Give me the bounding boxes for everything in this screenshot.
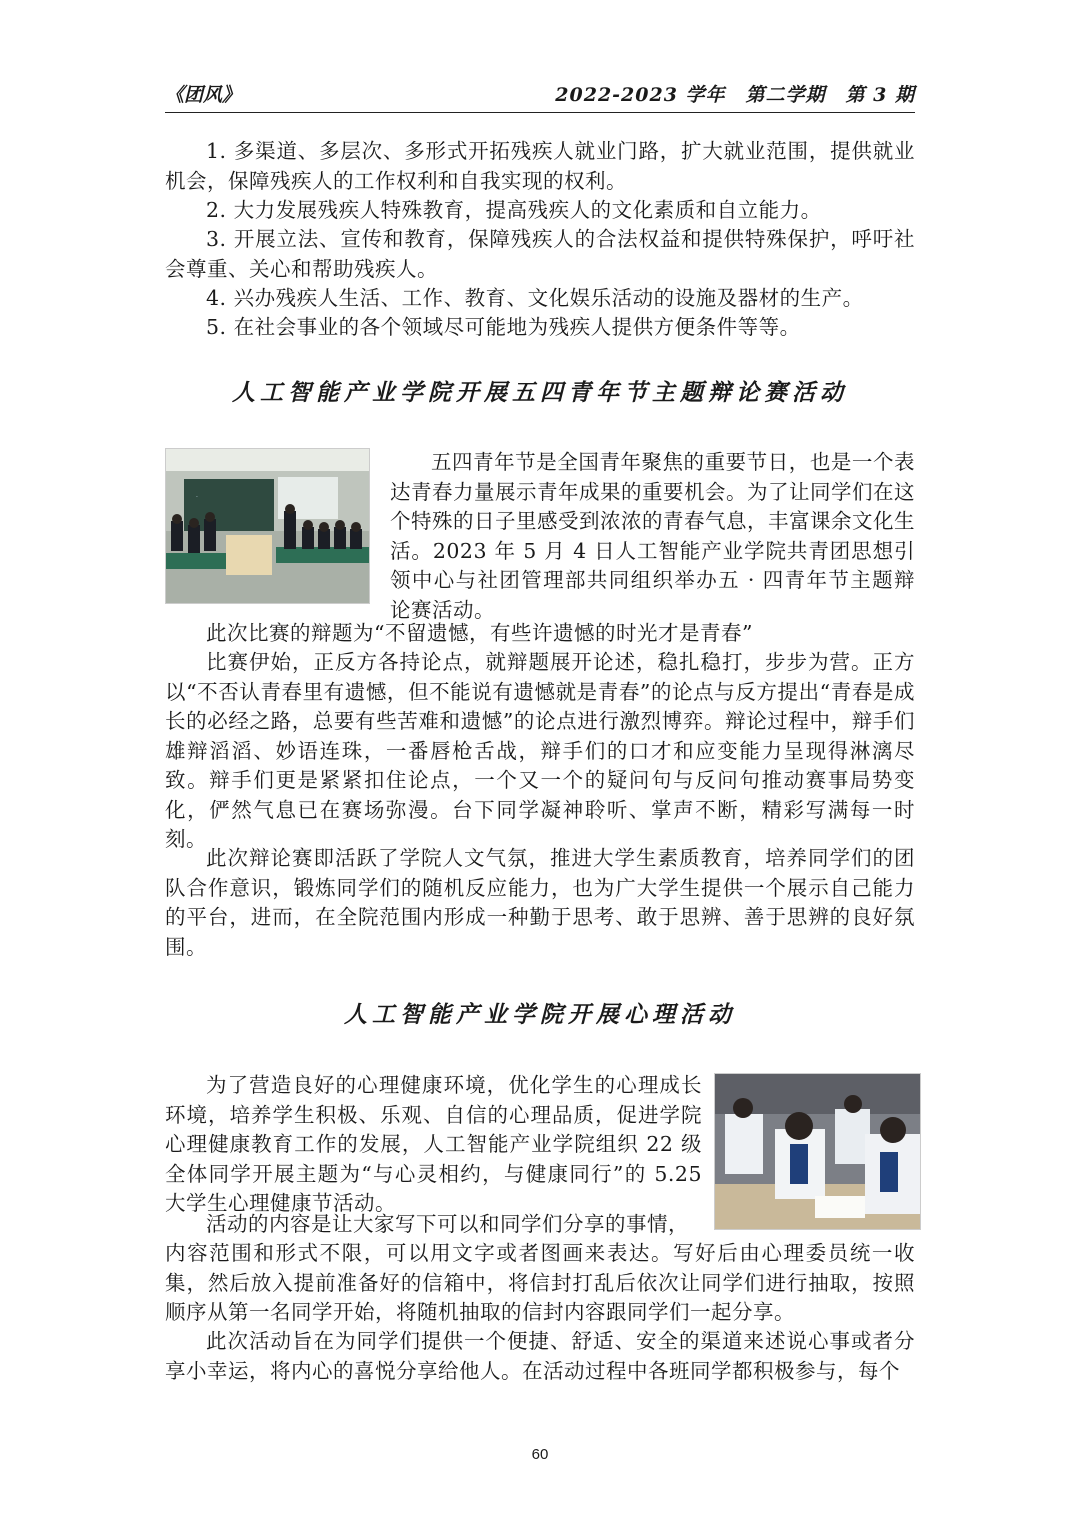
page-number: 60 [531, 1446, 549, 1463]
debate-photo [165, 448, 370, 604]
debate-topic: 此次比赛的辩题为“不留遗憾，有些许遗憾的时光才是青春” [206, 621, 753, 645]
debate-conclusion: 此次辩论赛即活跃了学院人文气氛，推进大学生素质教育，培养同学们的团队合作意识，锻炼同学们的随机反应能力，也为广大学生提供一个展示自己能力的平台，进而，在全院范围内形成一种勤于思考、敢于思辨、善于思辨的良好氛围。 [165, 846, 915, 959]
list-item: 4. 兴办残疾人生活、工作、教育、文化娱乐活动的设施及器材的生产。 [206, 286, 864, 310]
article-title-psychology: 人工智能产业学院开展心理活动 [344, 1001, 736, 1028]
psychology-photo [714, 1073, 921, 1230]
article-title-debate: 人工智能产业学院开展五四青年节主题辩论赛活动 [232, 379, 848, 406]
psychology-purpose: 此次活动旨在为同学们提供一个便捷、舒适、安全的渠道来述说心事或者分享小幸运，将内心的喜悦分享给他人。在活动过程中各班同学都积极参与，每个 [165, 1329, 915, 1383]
list-item: 5. 在社会事业的各个领域尽可能地为残疾人提供方便条件等等。 [206, 315, 801, 339]
psychology-content-start: 活动的内容是让大家写下可以和同学们分享的事情， [206, 1212, 689, 1236]
list-item: 3. 开展立法、宣传和教育，保障残疾人的合法权益和提供特殊保护，呼吁社会尊重、关心和帮助残疾人。 [165, 227, 915, 281]
psychology-intro: 为了营造良好的心理健康环境，优化学生的心理成长环境，培养学生积极、乐观、自信的心理品质，促进学院心理健康教育工作的发展，人工智能产业学院组织 22 级全体同学开展主题为“与心灵相约，与健康同行”的 5.25 大学生心理健康节活动。 [165, 1073, 702, 1215]
debate-body: 比赛伊始，正反方各持论点，就辩题展开论述，稳扎稳打，步步为营。正方以“不否认青春里有遗憾，但不能说有遗憾就是青春”的论点与反方提出“青春是成长的必经之路，总要有些苦难和遗憾”的论点进行激烈博弈。辩论过程中，辩手们雄辩滔滔、妙语连珠，一番唇枪舌战，辩手们的口才和应变能力呈现得淋漓尽致。辩手们更是紧紧扣住论点，一个又一个的疑问句与反问句推动赛事局势变化，俨然气息已在赛场弥漫。台下同学凝神聆听、掌声不断，精彩写满每一时刻。 [165, 650, 915, 851]
psychology-content: 内容范围和形式不限，可以用文字或者图画来表达。写好后由心理委员统一收集，然后放入提前准备好的信箱中，将信封打乱后依次让同学们进行抽取，按照顺序从第一名同学开始，将随机抽取的信封内容跟同学们一起分享。 [165, 1241, 915, 1324]
list-item: 1. 多渠道、多层次、多形式开拓残疾人就业门路，扩大就业范围，提供就业机会，保障残疾人的工作权利和自我实现的权利。 [165, 139, 915, 193]
journal-name: 《团风》 [165, 84, 242, 106]
page-header [165, 78, 915, 113]
issue-info: 2022-2023 学年 第二学期 第 3 期 [555, 84, 915, 106]
svg-text:.: . [196, 492, 198, 499]
debate-intro: 五四青年节是全国青年聚焦的重要节日，也是一个表达青春力量展示青年成果的重要机会。为了让同学们在这个特殊的日子里感受到浓浓的青春气息，丰富课余文化生活。2023 年 5 月 4 日人工智能产业学院共青团思想引领中心与社团管理部共同组织举办五 · 四青年节主题辩论赛活动。 [390, 450, 915, 622]
list-item: 2. 大力发展残疾人特殊教育，提高残疾人的文化素质和自立能力。 [206, 198, 822, 222]
